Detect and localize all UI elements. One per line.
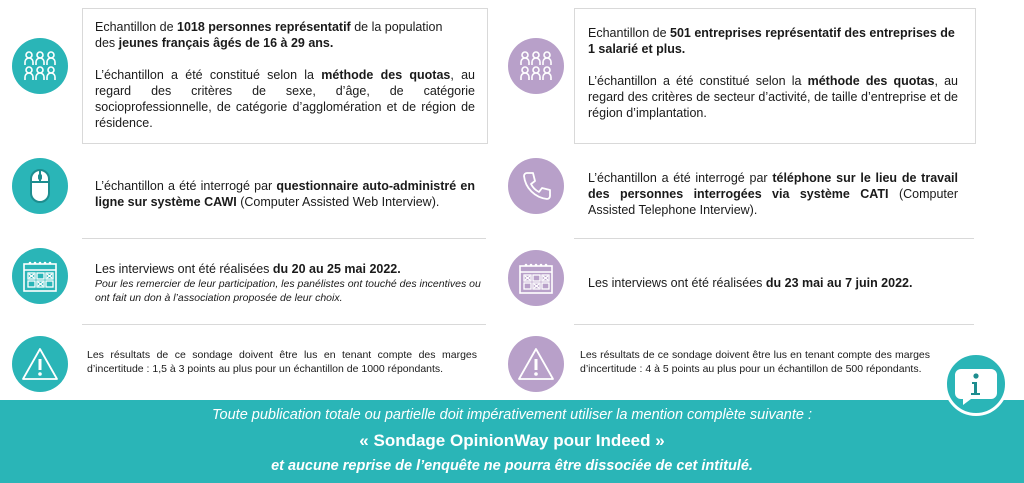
left-margin-text: Les résultats de ce sondage doivent être lus en tenant compte des marges d’incertitude : 1,5 à 3 points au plus pour un échantillon de 1000 répondants. bbox=[87, 349, 477, 375]
info-icon[interactable] bbox=[944, 352, 1008, 416]
left-sample-text: Echantillon de 1018 personnes représentatif de la population des jeunes français âgés de 16 à 29 ans. L’échantillon a été constitué selon la méthode des quotas, au regard des critères de sexe, d’âge, de catégorie socioprofessionnelle, de catégorie d’agglomération et de région de résidence. bbox=[95, 20, 475, 130]
right-dates-text: Les interviews ont été réalisées du 23 mai au 7 juin 2022. bbox=[588, 276, 913, 290]
right-sample-text: Echantillon de 501 entreprises représentatif des entreprises de 1 salarié et plus. L’échantillon a été constitué selon la méthode des quotas, au regard des critères de secteur d’activité, de taille d’entreprise et de région d’implantation. bbox=[588, 26, 958, 120]
footer-line-1: Toute publication totale ou partielle doit impérativement utiliser la mention complète suivante : bbox=[212, 407, 812, 423]
mouse-icon bbox=[12, 158, 68, 214]
footer-line-2: « Sondage OpinionWay pour Indeed » bbox=[359, 431, 665, 450]
calendar-icon bbox=[12, 248, 68, 304]
warning-icon bbox=[508, 336, 564, 392]
left-interview-text: L’échantillon a été interrogé par questionnaire auto-administré en ligne sur système CAWI (Computer Assisted Web Interview). bbox=[95, 179, 475, 209]
divider bbox=[574, 238, 974, 239]
footer-banner bbox=[0, 400, 1024, 483]
right-margin-text: Les résultats de ce sondage doivent être lus en tenant compte des marges d’incertitude : 4 à 5 points au plus pour un échantillon de 500 répondants. bbox=[580, 349, 930, 375]
divider bbox=[82, 324, 486, 325]
footer-line-3: et aucune reprise de l’enquête ne pourra être dissociée de cet intitulé. bbox=[271, 458, 753, 474]
left-dates-text: Les interviews ont été réalisées du 20 au 25 mai 2022. Pour les remercier de leur participation, les panélistes ont touché des incentives ou ont fait un don à l’association proposée de leur choix. bbox=[95, 262, 481, 304]
calendar-icon bbox=[508, 250, 564, 306]
right-interview-text: L’échantillon a été interrogé par téléphone sur le lieu de travail des personnes interrogées via système CATI (Computer Assisted Telephone Interview). bbox=[588, 171, 958, 217]
divider bbox=[574, 324, 974, 325]
warning-icon bbox=[12, 336, 68, 392]
phone-icon bbox=[508, 158, 564, 214]
divider bbox=[82, 238, 486, 239]
people-group-icon bbox=[508, 38, 564, 94]
people-group-icon bbox=[12, 38, 68, 94]
